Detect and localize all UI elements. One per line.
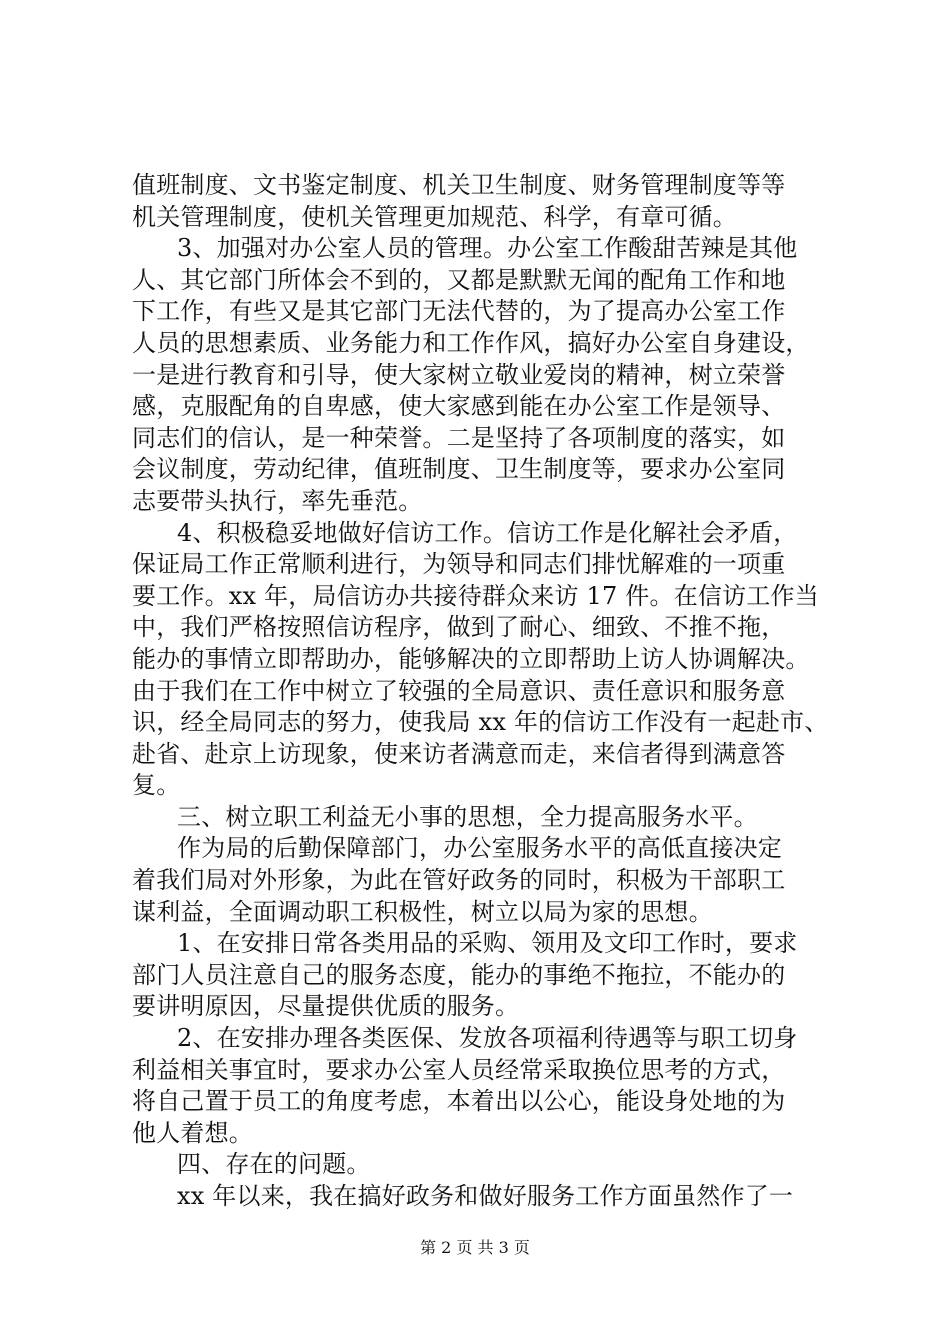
text-line: 3、加强对办公室人员的管理。办公室工作酸甜苦辣是其他 [177, 234, 798, 263]
text-line: 复。 [132, 771, 181, 800]
text-line: 志要带头执行，率先垂范。 [132, 486, 423, 515]
text-line: 人员的思想素质、业务能力和工作作风，搞好办公室自身建设， [132, 328, 810, 357]
text-line: 赴省、赴京上访现象，使来访者满意而走，来信者得到满意答 [132, 739, 786, 768]
text-line: 他人着想。 [132, 1118, 253, 1147]
text-line: 会议制度，劳动纪律，值班制度、卫生制度等，要求办公室同 [132, 455, 786, 484]
text-line: 机关管理制度，使机关管理更加规范、科学，有章可循。 [132, 202, 737, 231]
text-line: 将自己置于员工的角度考虑，本着出以公心，能设身处地的为 [132, 1087, 786, 1116]
text-line: 保证局工作正常顺利进行，为领导和同志们排忧解难的一项重 [132, 550, 786, 579]
text-line: 部门人员注意自己的服务态度，能办的事绝不拖拉，不能办的 [132, 960, 786, 989]
text-line: 三、树立职工利益无小事的思想，全力提高服务水平。 [177, 802, 758, 831]
text-line: 着我们局对外形象，为此在管好政务的同时，积极为干部职工 [132, 866, 786, 895]
text-line: 下工作，有些又是其它部门无法代替的，为了提高办公室工作 [132, 297, 786, 326]
text-line: 要工作。xx 年，局信访办共接待群众来访 17 件。在信访工作当 [132, 581, 819, 610]
text-line: 值班制度、文书鉴定制度、机关卫生制度、财务管理制度等等 [132, 171, 786, 199]
text-line: xx 年以来，我在搞好政务和做好服务工作方面虽然作了一 [177, 1182, 794, 1210]
text-line: 同志们的信认，是一种荣誉。二是坚持了各项制度的落实，如 [132, 423, 786, 452]
text-line: 能办的事情立即帮助办，能够解决的立即帮助上访人协调解决。 [132, 644, 810, 673]
text-line: 要讲明原因，尽量提供优质的服务。 [132, 992, 520, 1021]
page-footer: 第 2 页 共 3 页 [420, 1238, 530, 1257]
text-line: 利益相关事宜时，要求办公室人员经常采取换位思考的方式， [132, 1055, 786, 1084]
text-line: 1、在安排日常各类用品的采购、领用及文印工作时，要求 [177, 929, 798, 958]
text-line: 谋利益，全面调动职工积极性，树立以局为家的思想。 [132, 897, 713, 926]
text-line: 作为局的后勤保障部门，办公室服务水平的高低直接决定 [177, 834, 782, 863]
text-line: 一是进行教育和引导，使大家树立敬业爱岗的精神，树立荣誉 [132, 360, 786, 389]
text-line: 2、在安排办理各类医保、发放各项福利待遇等与职工切身 [177, 1024, 798, 1053]
document-body [132, 170, 832, 1213]
text-line: 4、积极稳妥地做好信访工作。信访工作是化解社会矛盾， [177, 518, 798, 547]
text-line: 中，我们严格按照信访程序，做到了耐心、细致、不推不拖， [132, 613, 786, 642]
text-line: 人、其它部门所体会不到的，又都是默默无闻的配角工作和地 [132, 265, 786, 294]
text-line: 由于我们在工作中树立了较强的全局意识、责任意识和服务意 [132, 676, 786, 705]
text-line: 四、存在的问题。 [177, 1150, 371, 1179]
text-line: 感，克服配角的自卑感，使大家感到能在办公室工作是领导、 [132, 392, 786, 421]
text-line: 识，经全局同志的努力，使我局 xx 年的信访工作没有一起赴市、 [132, 708, 829, 737]
